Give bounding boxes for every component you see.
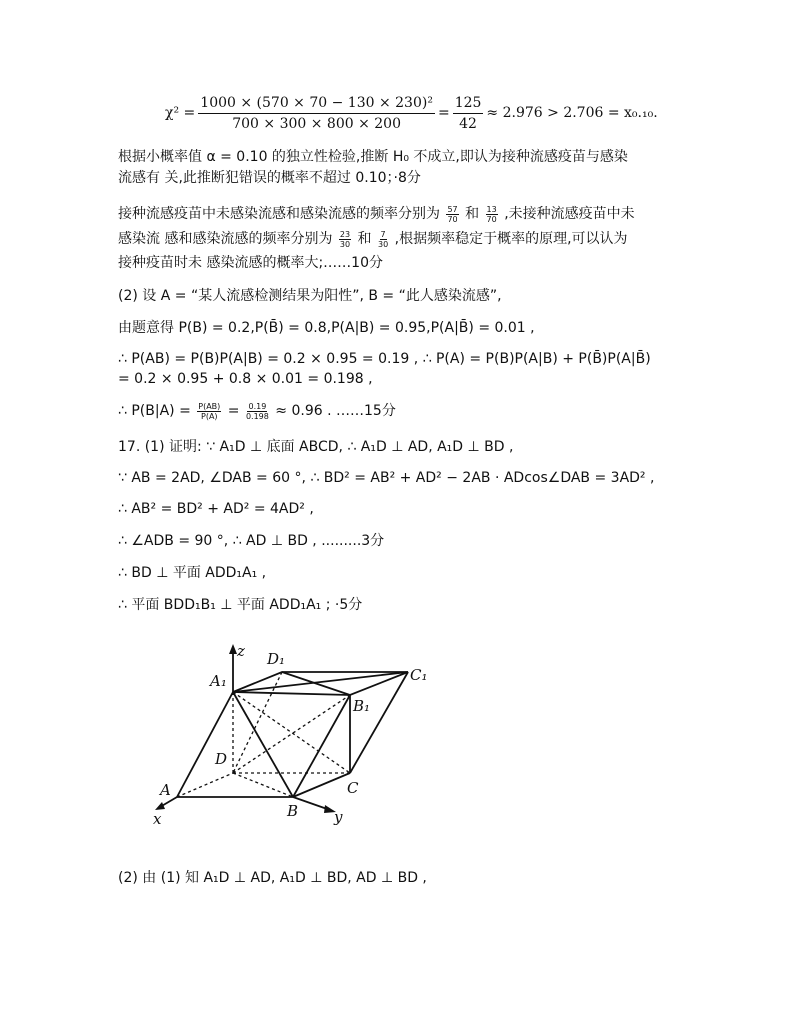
formula-tail: ≈ 2.976 > 2.706 = x₀.₁₀. <box>486 105 658 121</box>
label-x: x <box>153 810 162 828</box>
text-line-6: (2) 设 A = “某人流感检测结果为阳性”, B = “此人感染流感”, <box>118 288 502 304</box>
formula-fraction <box>198 95 435 132</box>
text-line-5: 接种疫苗时未 感染流感的概率大;……10分 <box>118 255 383 271</box>
text-line-4a: 感染流 感和感染流感的频率分别为 <box>118 231 333 247</box>
formula-numerator-2: 125 <box>453 95 484 114</box>
text-line-4 <box>118 229 628 249</box>
fraction-den: 30 <box>378 239 389 249</box>
text-line-10a: ∴ P(B|A) = <box>118 403 191 419</box>
fraction-den: 70 <box>486 214 497 224</box>
text-line-3a: 接种流感疫苗中未感染流感和感染流感的频率分别为 <box>118 206 440 222</box>
text-line-10: ∴ P(B|A) = $\frac{P(AB)}{P(A)}$ = $\frac{0.19}{0.198}$ ≈ 0.96 . ……15分 <box>118 401 396 421</box>
label-d1: D₁ <box>267 650 286 668</box>
fraction-019-0198 <box>246 402 269 421</box>
text-line-2: 流感有 关,此推断犯错误的概率不超过 0.10；·8分 <box>118 170 421 186</box>
fraction-den: 0.198 <box>245 411 269 421</box>
label-d: D <box>215 750 228 768</box>
fraction-num: 7 <box>380 229 386 239</box>
fraction-num: P(AB) <box>198 401 221 411</box>
text-line-11: 17. (1) 证明: ∵ A₁D ⊥ 底面 ABCD, ∴ A₁D ⊥ AD, A₁D ⊥ BD , <box>118 439 514 455</box>
text-line-14: ∴ ∠ADB = 90 °, ∴ AD ⊥ BD , .........3分 <box>118 533 385 549</box>
text-line-15: ∴ BD ⊥ 平面 ADD₁A₁ , <box>118 565 267 581</box>
fraction-num: 13 <box>486 204 497 214</box>
text-line-3c: ,未接种流感疫苗中未 <box>504 206 635 222</box>
text-line-13: ∴ AB² = BD² + AD² = 4AD² , <box>118 501 314 517</box>
label-b: B <box>287 802 299 820</box>
fraction-den: 70 <box>447 214 458 224</box>
formula-denominator: 700 × 300 × 800 × 200 <box>232 115 401 132</box>
text-line-17: (2) 由 (1) 知 A₁D ⊥ AD, A₁D ⊥ BD, AD ⊥ BD , <box>118 870 427 886</box>
chi-square-formula <box>165 92 658 134</box>
fraction-num: 23 <box>339 229 351 239</box>
text-line-16: ∴ 平面 BDD₁B₁ ⊥ 平面 ADD₁A₁ ; ·5分 <box>118 597 363 613</box>
fraction-num: 0.19 <box>248 401 267 411</box>
parallelepiped-figure <box>140 640 460 834</box>
text-line-12: ∵ AB = 2AD, ∠DAB = 60 °, ∴ BD² = AB² + AD² − 2AB · ADcos∠DAB = 3AD² , <box>118 470 655 486</box>
label-c1: C₁ <box>410 666 428 684</box>
fraction-57-70 <box>446 205 458 224</box>
formula-lhs: χ² = <box>165 105 196 121</box>
fraction-num: 57 <box>447 204 458 214</box>
text-line-4b: 和 <box>357 231 372 247</box>
text-line-9: = 0.2 × 0.95 + 0.8 × 0.01 = 0.198 , <box>118 371 373 387</box>
label-z: z <box>237 642 245 660</box>
text-line-3b: 和 <box>465 206 480 222</box>
fraction-7-30 <box>378 230 388 249</box>
text-line-8: ∴ P(AB) = P(B)P(A|B) = 0.2 × 0.95 = 0.19 , ∴ P(A) = P(B)P(A|B) + P(B̄)P(A|B̄) <box>118 351 651 367</box>
label-c: C <box>347 779 359 797</box>
label-b1: B₁ <box>353 697 371 715</box>
label-a1: A₁ <box>210 672 227 690</box>
figure-svg <box>140 640 460 830</box>
formula-fraction-2 <box>453 95 484 132</box>
fraction-23-30 <box>339 230 351 249</box>
text-line-10b: ≈ 0.96 . ……15分 <box>275 403 396 419</box>
formula-numerator: 1000 × (570 × 70 − 130 × 230)² <box>198 95 435 114</box>
label-a: A <box>160 781 171 799</box>
fraction-den: 30 <box>339 239 351 249</box>
text-line-7: 由题意得 P(B) = 0.2,P(B̄) = 0.8,P(A|B) = 0.95,P(A|B̄) = 0.01 , <box>118 320 535 336</box>
formula-denominator-2: 42 <box>459 115 477 132</box>
text-line-1: 根据小概率值 α = 0.10 的独立性检验,推断 H₀ 不成立,即认为接种流感疫苗与感染 <box>118 149 628 165</box>
label-y: y <box>334 808 343 826</box>
text-line-3 <box>118 204 635 224</box>
text-line-4c: ,根据频率稳定于概率的原理,可以认为 <box>394 231 628 247</box>
fraction-pab-pa <box>197 402 221 421</box>
fraction-13-70 <box>486 205 498 224</box>
formula-equals: = <box>437 105 450 121</box>
fraction-den: P(A) <box>201 411 218 421</box>
